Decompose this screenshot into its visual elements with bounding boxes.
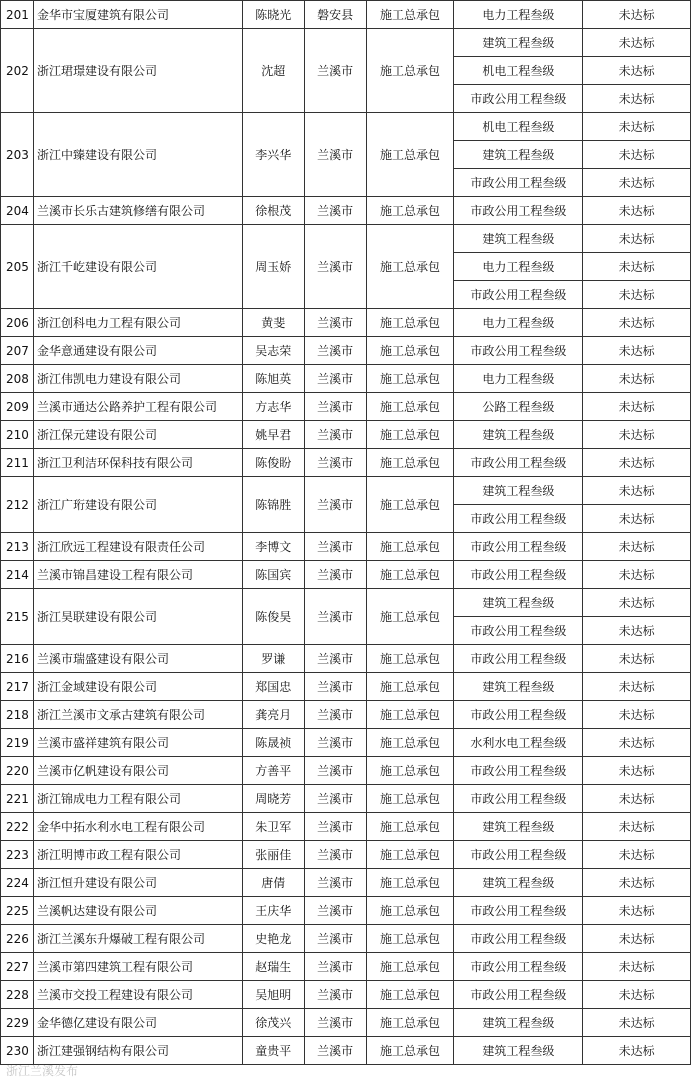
county-cell: 兰溪市 — [304, 365, 366, 393]
contact-person-cell: 陈锦胜 — [242, 477, 304, 533]
county-cell: 兰溪市 — [304, 589, 366, 645]
contact-person-cell: 陈俊盼 — [242, 449, 304, 477]
contact-person-cell: 姚早君 — [242, 421, 304, 449]
table-row — [1, 533, 691, 561]
company-name-cell: 浙江建强钢结构有限公司 — [33, 1037, 242, 1065]
company-name-cell: 浙江欣远工程建设有限责任公司 — [33, 533, 242, 561]
contract-type-cell: 施工总承包 — [366, 897, 454, 925]
row-number-cell: 227 — [1, 953, 34, 981]
status-cell: 未达标 — [583, 57, 691, 85]
table-row — [1, 757, 691, 785]
qualification-cell: 建筑工程叁级 — [454, 1037, 583, 1065]
qualification-cell: 市政公用工程叁级 — [454, 197, 583, 225]
status-cell: 未达标 — [583, 421, 691, 449]
contract-type-cell: 施工总承包 — [366, 561, 454, 589]
table-row — [1, 113, 691, 141]
contract-type-cell: 施工总承包 — [366, 701, 454, 729]
company-name-cell: 浙江兰溪东升爆破工程有限公司 — [33, 925, 242, 953]
qualification-cell: 电力工程叁级 — [454, 253, 583, 281]
qualification-cell: 建筑工程叁级 — [454, 813, 583, 841]
qualification-cell: 市政公用工程叁级 — [454, 953, 583, 981]
county-cell: 兰溪市 — [304, 757, 366, 785]
company-name-cell: 兰溪帆达建设有限公司 — [33, 897, 242, 925]
county-cell: 兰溪市 — [304, 645, 366, 673]
qualification-cell: 建筑工程叁级 — [454, 477, 583, 505]
county-cell: 兰溪市 — [304, 953, 366, 981]
contact-person-cell: 史艳龙 — [242, 925, 304, 953]
company-name-cell: 浙江伟凯电力建设有限公司 — [33, 365, 242, 393]
row-number-cell: 229 — [1, 1009, 34, 1037]
company-name-cell: 浙江金域建设有限公司 — [33, 673, 242, 701]
qualification-cell: 机电工程叁级 — [454, 57, 583, 85]
contract-type-cell: 施工总承包 — [366, 29, 454, 113]
table-row — [1, 393, 691, 421]
table-row — [1, 645, 691, 673]
company-name-cell: 浙江千屹建设有限公司 — [33, 225, 242, 309]
contract-type-cell: 施工总承包 — [366, 925, 454, 953]
contact-person-cell: 童贵平 — [242, 1037, 304, 1065]
qualification-cell: 市政公用工程叁级 — [454, 841, 583, 869]
contract-type-cell: 施工总承包 — [366, 953, 454, 981]
qualification-cell: 市政公用工程叁级 — [454, 505, 583, 533]
table-row — [1, 925, 691, 953]
company-name-cell: 浙江明博市政工程有限公司 — [33, 841, 242, 869]
county-cell: 兰溪市 — [304, 813, 366, 841]
contract-type-cell: 施工总承包 — [366, 981, 454, 1009]
row-number-cell: 217 — [1, 673, 34, 701]
county-cell: 兰溪市 — [304, 673, 366, 701]
row-number-cell: 207 — [1, 337, 34, 365]
county-cell: 兰溪市 — [304, 449, 366, 477]
contract-type-cell: 施工总承包 — [366, 589, 454, 645]
table-row — [1, 365, 691, 393]
contact-person-cell: 黄斐 — [242, 309, 304, 337]
county-cell: 兰溪市 — [304, 1037, 366, 1065]
row-number-cell: 224 — [1, 869, 34, 897]
status-cell: 未达标 — [583, 169, 691, 197]
contact-person-cell: 徐茂兴 — [242, 1009, 304, 1037]
row-number-cell: 219 — [1, 729, 34, 757]
qualification-cell: 市政公用工程叁级 — [454, 85, 583, 113]
status-cell: 未达标 — [583, 225, 691, 253]
table-row — [1, 1037, 691, 1065]
contract-type-cell: 施工总承包 — [366, 393, 454, 421]
company-name-cell: 兰溪市亿帆建设有限公司 — [33, 757, 242, 785]
row-number-cell: 201 — [1, 1, 34, 29]
status-cell: 未达标 — [583, 113, 691, 141]
contract-type-cell: 施工总承包 — [366, 841, 454, 869]
company-name-cell: 浙江广珩建设有限公司 — [33, 477, 242, 533]
table-row — [1, 729, 691, 757]
county-cell: 兰溪市 — [304, 309, 366, 337]
qualification-cell: 市政公用工程叁级 — [454, 281, 583, 309]
status-cell: 未达标 — [583, 645, 691, 673]
contact-person-cell: 李兴华 — [242, 113, 304, 197]
table-row — [1, 421, 691, 449]
contact-person-cell: 朱卫军 — [242, 813, 304, 841]
row-number-cell: 205 — [1, 225, 34, 309]
row-number-cell: 203 — [1, 113, 34, 197]
qualification-cell: 电力工程叁级 — [454, 1, 583, 29]
contact-person-cell: 张丽佳 — [242, 841, 304, 869]
contact-person-cell: 周玉娇 — [242, 225, 304, 309]
table-row — [1, 813, 691, 841]
status-cell: 未达标 — [583, 1009, 691, 1037]
qualification-cell: 建筑工程叁级 — [454, 1009, 583, 1037]
row-number-cell: 211 — [1, 449, 34, 477]
table-row — [1, 953, 691, 981]
contract-type-cell: 施工总承包 — [366, 309, 454, 337]
company-name-cell: 浙江创科电力工程有限公司 — [33, 309, 242, 337]
company-name-cell: 兰溪市锦昌建设工程有限公司 — [33, 561, 242, 589]
qualification-cell: 公路工程叁级 — [454, 393, 583, 421]
status-cell: 未达标 — [583, 617, 691, 645]
contact-person-cell: 陈晟祯 — [242, 729, 304, 757]
county-cell: 兰溪市 — [304, 897, 366, 925]
table-row — [1, 29, 691, 57]
county-cell: 兰溪市 — [304, 393, 366, 421]
contact-person-cell: 方志华 — [242, 393, 304, 421]
row-number-cell: 221 — [1, 785, 34, 813]
row-number-cell: 222 — [1, 813, 34, 841]
company-name-cell: 浙江兰溪市文承古建筑有限公司 — [33, 701, 242, 729]
county-cell: 兰溪市 — [304, 29, 366, 113]
contact-person-cell: 李博文 — [242, 533, 304, 561]
contact-person-cell: 陈旭英 — [242, 365, 304, 393]
qualification-cell: 建筑工程叁级 — [454, 869, 583, 897]
county-cell: 兰溪市 — [304, 1009, 366, 1037]
table-row — [1, 701, 691, 729]
contract-type-cell: 施工总承包 — [366, 813, 454, 841]
status-cell: 未达标 — [583, 1037, 691, 1065]
county-cell: 兰溪市 — [304, 785, 366, 813]
row-number-cell: 206 — [1, 309, 34, 337]
qualification-cell: 市政公用工程叁级 — [454, 981, 583, 1009]
company-name-cell: 浙江卫利洁环保科技有限公司 — [33, 449, 242, 477]
table-row — [1, 477, 691, 505]
contract-type-cell: 施工总承包 — [366, 645, 454, 673]
table-row — [1, 589, 691, 617]
row-number-cell: 202 — [1, 29, 34, 113]
qualification-cell: 建筑工程叁级 — [454, 141, 583, 169]
row-number-cell: 216 — [1, 645, 34, 673]
qualification-cell: 市政公用工程叁级 — [454, 785, 583, 813]
contact-person-cell: 郑国忠 — [242, 673, 304, 701]
qualification-cell: 建筑工程叁级 — [454, 421, 583, 449]
status-cell: 未达标 — [583, 141, 691, 169]
county-cell: 兰溪市 — [304, 981, 366, 1009]
table-row — [1, 561, 691, 589]
qualification-cell: 市政公用工程叁级 — [454, 617, 583, 645]
status-cell: 未达标 — [583, 701, 691, 729]
county-cell: 兰溪市 — [304, 729, 366, 757]
table-row — [1, 309, 691, 337]
status-cell: 未达标 — [583, 365, 691, 393]
row-number-cell: 218 — [1, 701, 34, 729]
status-cell: 未达标 — [583, 757, 691, 785]
table-row — [1, 869, 691, 897]
table-row — [1, 449, 691, 477]
company-name-cell: 兰溪市长乐古建筑修缮有限公司 — [33, 197, 242, 225]
row-number-cell: 204 — [1, 197, 34, 225]
status-cell: 未达标 — [583, 925, 691, 953]
contract-type-cell: 施工总承包 — [366, 113, 454, 197]
contract-type-cell: 施工总承包 — [366, 421, 454, 449]
contract-type-cell: 施工总承包 — [366, 449, 454, 477]
status-cell: 未达标 — [583, 505, 691, 533]
qualification-cell: 建筑工程叁级 — [454, 673, 583, 701]
qualification-cell: 市政公用工程叁级 — [454, 645, 583, 673]
row-number-cell: 228 — [1, 981, 34, 1009]
company-name-cell: 兰溪市第四建筑工程有限公司 — [33, 953, 242, 981]
row-number-cell: 209 — [1, 393, 34, 421]
qualification-cell: 电力工程叁级 — [454, 309, 583, 337]
county-cell: 兰溪市 — [304, 337, 366, 365]
contact-person-cell: 唐倩 — [242, 869, 304, 897]
qualification-cell: 市政公用工程叁级 — [454, 169, 583, 197]
table-row — [1, 785, 691, 813]
contract-type-cell: 施工总承包 — [366, 365, 454, 393]
status-cell: 未达标 — [583, 337, 691, 365]
status-cell: 未达标 — [583, 533, 691, 561]
contract-type-cell: 施工总承包 — [366, 337, 454, 365]
company-name-cell: 兰溪市通达公路养护工程有限公司 — [33, 393, 242, 421]
table-row — [1, 1009, 691, 1037]
company-name-cell: 金华德亿建设有限公司 — [33, 1009, 242, 1037]
status-cell: 未达标 — [583, 561, 691, 589]
contact-person-cell: 吴志荣 — [242, 337, 304, 365]
row-number-cell: 213 — [1, 533, 34, 561]
qualification-cell: 市政公用工程叁级 — [454, 449, 583, 477]
company-name-cell: 浙江中臻建设有限公司 — [33, 113, 242, 197]
status-cell: 未达标 — [583, 869, 691, 897]
contract-type-cell: 施工总承包 — [366, 757, 454, 785]
company-name-cell: 金华市宝厦建筑有限公司 — [33, 1, 242, 29]
status-cell: 未达标 — [583, 813, 691, 841]
contact-person-cell: 吴旭明 — [242, 981, 304, 1009]
status-cell: 未达标 — [583, 953, 691, 981]
company-name-cell: 金华中拓水利水电工程有限公司 — [33, 813, 242, 841]
county-cell: 兰溪市 — [304, 225, 366, 309]
row-number-cell: 223 — [1, 841, 34, 869]
county-cell: 兰溪市 — [304, 113, 366, 197]
contract-type-cell: 施工总承包 — [366, 729, 454, 757]
company-name-cell: 浙江珺璟建设有限公司 — [33, 29, 242, 113]
status-cell: 未达标 — [583, 981, 691, 1009]
contract-type-cell: 施工总承包 — [366, 225, 454, 309]
county-cell: 兰溪市 — [304, 197, 366, 225]
county-cell: 兰溪市 — [304, 869, 366, 897]
table-row — [1, 337, 691, 365]
county-cell: 兰溪市 — [304, 841, 366, 869]
contract-type-cell: 施工总承包 — [366, 869, 454, 897]
county-cell: 兰溪市 — [304, 421, 366, 449]
row-number-cell: 210 — [1, 421, 34, 449]
qualification-cell: 市政公用工程叁级 — [454, 925, 583, 953]
company-name-cell: 浙江昊联建设有限公司 — [33, 589, 242, 645]
qualification-cell: 市政公用工程叁级 — [454, 757, 583, 785]
company-name-cell: 兰溪市瑞盛建设有限公司 — [33, 645, 242, 673]
contact-person-cell: 方善平 — [242, 757, 304, 785]
table-row — [1, 197, 691, 225]
status-cell: 未达标 — [583, 897, 691, 925]
status-cell: 未达标 — [583, 281, 691, 309]
status-cell: 未达标 — [583, 85, 691, 113]
status-cell: 未达标 — [583, 477, 691, 505]
contact-person-cell: 罗谦 — [242, 645, 304, 673]
table-row — [1, 897, 691, 925]
qualification-cell: 建筑工程叁级 — [454, 29, 583, 57]
table-body — [1, 1, 691, 1065]
row-number-cell: 214 — [1, 561, 34, 589]
status-cell: 未达标 — [583, 197, 691, 225]
qualification-cell: 市政公用工程叁级 — [454, 561, 583, 589]
company-name-cell: 兰溪市交投工程建设有限公司 — [33, 981, 242, 1009]
table-row — [1, 225, 691, 253]
contact-person-cell: 徐根茂 — [242, 197, 304, 225]
contract-type-cell: 施工总承包 — [366, 477, 454, 533]
contact-person-cell: 沈超 — [242, 29, 304, 113]
status-cell: 未达标 — [583, 841, 691, 869]
qualification-cell: 市政公用工程叁级 — [454, 533, 583, 561]
table-row — [1, 981, 691, 1009]
status-cell: 未达标 — [583, 729, 691, 757]
qualification-cell: 电力工程叁级 — [454, 365, 583, 393]
row-number-cell: 225 — [1, 897, 34, 925]
qualification-cell: 建筑工程叁级 — [454, 589, 583, 617]
row-number-cell: 215 — [1, 589, 34, 645]
contact-person-cell: 王庆华 — [242, 897, 304, 925]
qualification-cell: 市政公用工程叁级 — [454, 337, 583, 365]
watermark: 浙江兰溪发布 — [6, 1064, 79, 1078]
status-cell: 未达标 — [583, 589, 691, 617]
county-cell: 兰溪市 — [304, 925, 366, 953]
contract-type-cell: 施工总承包 — [366, 1009, 454, 1037]
contact-person-cell: 陈晓光 — [242, 1, 304, 29]
contact-person-cell: 赵瑞生 — [242, 953, 304, 981]
contract-type-cell: 施工总承包 — [366, 673, 454, 701]
contract-type-cell: 施工总承包 — [366, 533, 454, 561]
company-name-cell: 兰溪市盛祥建筑有限公司 — [33, 729, 242, 757]
county-cell: 兰溪市 — [304, 477, 366, 533]
row-number-cell: 220 — [1, 757, 34, 785]
county-cell: 兰溪市 — [304, 561, 366, 589]
status-cell: 未达标 — [583, 29, 691, 57]
row-number-cell: 230 — [1, 1037, 34, 1065]
table-row — [1, 841, 691, 869]
contract-type-cell: 施工总承包 — [366, 197, 454, 225]
county-cell: 兰溪市 — [304, 701, 366, 729]
status-cell: 未达标 — [583, 253, 691, 281]
qualification-cell: 水利水电工程叁级 — [454, 729, 583, 757]
qualification-cell: 市政公用工程叁级 — [454, 897, 583, 925]
contact-person-cell: 周晓芳 — [242, 785, 304, 813]
status-cell: 未达标 — [583, 1, 691, 29]
contract-type-cell: 施工总承包 — [366, 785, 454, 813]
contract-type-cell: 施工总承包 — [366, 1, 454, 29]
status-cell: 未达标 — [583, 449, 691, 477]
status-cell: 未达标 — [583, 673, 691, 701]
contact-person-cell: 龚亮月 — [242, 701, 304, 729]
contact-person-cell: 陈俊昊 — [242, 589, 304, 645]
county-cell: 磐安县 — [304, 1, 366, 29]
status-cell: 未达标 — [583, 309, 691, 337]
contract-type-cell: 施工总承包 — [366, 1037, 454, 1065]
row-number-cell: 226 — [1, 925, 34, 953]
qualification-cell: 机电工程叁级 — [454, 113, 583, 141]
company-name-cell: 浙江锦成电力工程有限公司 — [33, 785, 242, 813]
contact-person-cell: 陈国宾 — [242, 561, 304, 589]
county-cell: 兰溪市 — [304, 533, 366, 561]
status-cell: 未达标 — [583, 393, 691, 421]
row-number-cell: 208 — [1, 365, 34, 393]
company-name-cell: 浙江恒升建设有限公司 — [33, 869, 242, 897]
company-name-cell: 金华意通建设有限公司 — [33, 337, 242, 365]
company-name-cell: 浙江保元建设有限公司 — [33, 421, 242, 449]
table-row — [1, 1, 691, 29]
qualification-cell: 建筑工程叁级 — [454, 225, 583, 253]
status-cell: 未达标 — [583, 785, 691, 813]
row-number-cell: 212 — [1, 477, 34, 533]
qualification-cell: 市政公用工程叁级 — [454, 701, 583, 729]
table-row — [1, 673, 691, 701]
